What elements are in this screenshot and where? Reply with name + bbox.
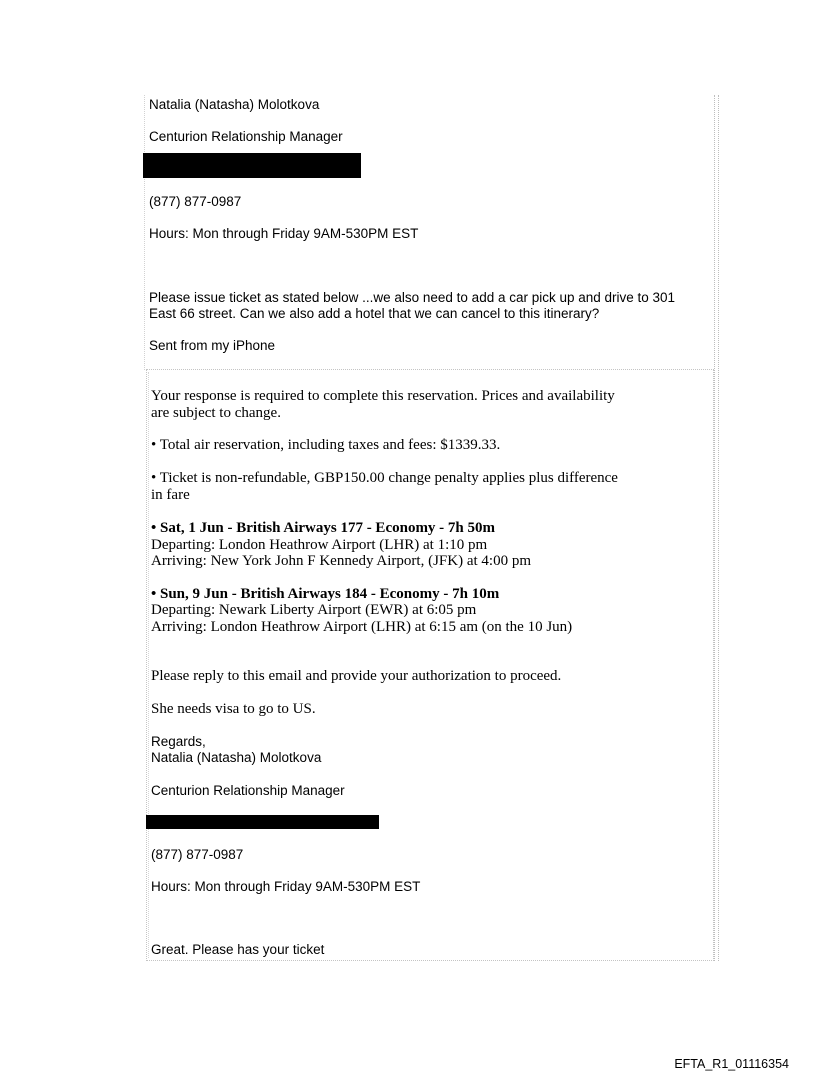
flight-2-arriving: Arriving: London Heathrow Airport (LHR) at 6:15 am (on the 10 Jun) <box>151 619 573 635</box>
quoted-message-inner-border <box>148 372 149 958</box>
signature-title: Centurion Relationship Manager <box>149 129 343 144</box>
flight-2-heading: • Sun, 9 Jun - British Airways 184 - Economy - 7h 10m <box>151 586 500 602</box>
reply-line-2: East 66 street. Can we also add a hotel that we can cancel to this itinerary? <box>149 306 600 321</box>
quoted-message-box <box>146 369 714 961</box>
closing-line: Great. Please has your ticket <box>151 942 325 957</box>
redaction-bar-2 <box>146 815 379 829</box>
bullet-ticket-line-2: in fare <box>151 487 190 503</box>
quoted-signature-title: Centurion Relationship Manager <box>151 783 345 798</box>
quote-border-left <box>144 95 145 370</box>
visa-note: She needs visa to go to US. <box>151 701 316 717</box>
flight-1-arriving: Arriving: New York John F Kennedy Airport, (JFK) at 4:00 pm <box>151 553 531 569</box>
intro-line-1: Your response is required to complete this reservation. Prices and availability <box>151 388 615 404</box>
flight-1-heading: • Sat, 1 Jun - British Airways 177 - Economy - 7h 50m <box>151 520 496 536</box>
signature-name: Natalia (Natasha) Molotkova <box>149 97 320 112</box>
document-id: EFTA_R1_01116354 <box>674 1057 789 1071</box>
flight-1-departing: Departing: London Heathrow Airport (LHR) at 1:10 pm <box>151 537 488 553</box>
bullet-total-fare: • Total air reservation, including taxes and fees: $1339.33. <box>151 437 501 453</box>
sent-from: Sent from my iPhone <box>149 338 276 353</box>
reply-line-1: Please issue ticket as stated below ...we also need to add a car pick up and drive to 301 <box>149 290 676 305</box>
signature-hours: Hours: Mon through Friday 9AM-530PM EST <box>149 226 419 241</box>
redaction-bar <box>143 153 361 178</box>
signature-phone: (877) 877-0987 <box>149 194 242 209</box>
quoted-signature-hours: Hours: Mon through Friday 9AM-530PM EST <box>151 879 421 894</box>
quoted-signature-phone: (877) 877-0987 <box>151 847 244 862</box>
regards: Regards, <box>151 734 206 749</box>
intro-line-2: are subject to change. <box>151 405 281 421</box>
flight-2-departing: Departing: Newark Liberty Airport (EWR) at 6:05 pm <box>151 602 477 618</box>
please-reply: Please reply to this email and provide your authorization to proceed. <box>151 668 562 684</box>
bullet-ticket-line-1: • Ticket is non-refundable, GBP150.00 change penalty applies plus difference <box>151 470 618 486</box>
quote-border-right <box>714 95 719 961</box>
quoted-signature-name: Natalia (Natasha) Molotkova <box>151 750 322 765</box>
